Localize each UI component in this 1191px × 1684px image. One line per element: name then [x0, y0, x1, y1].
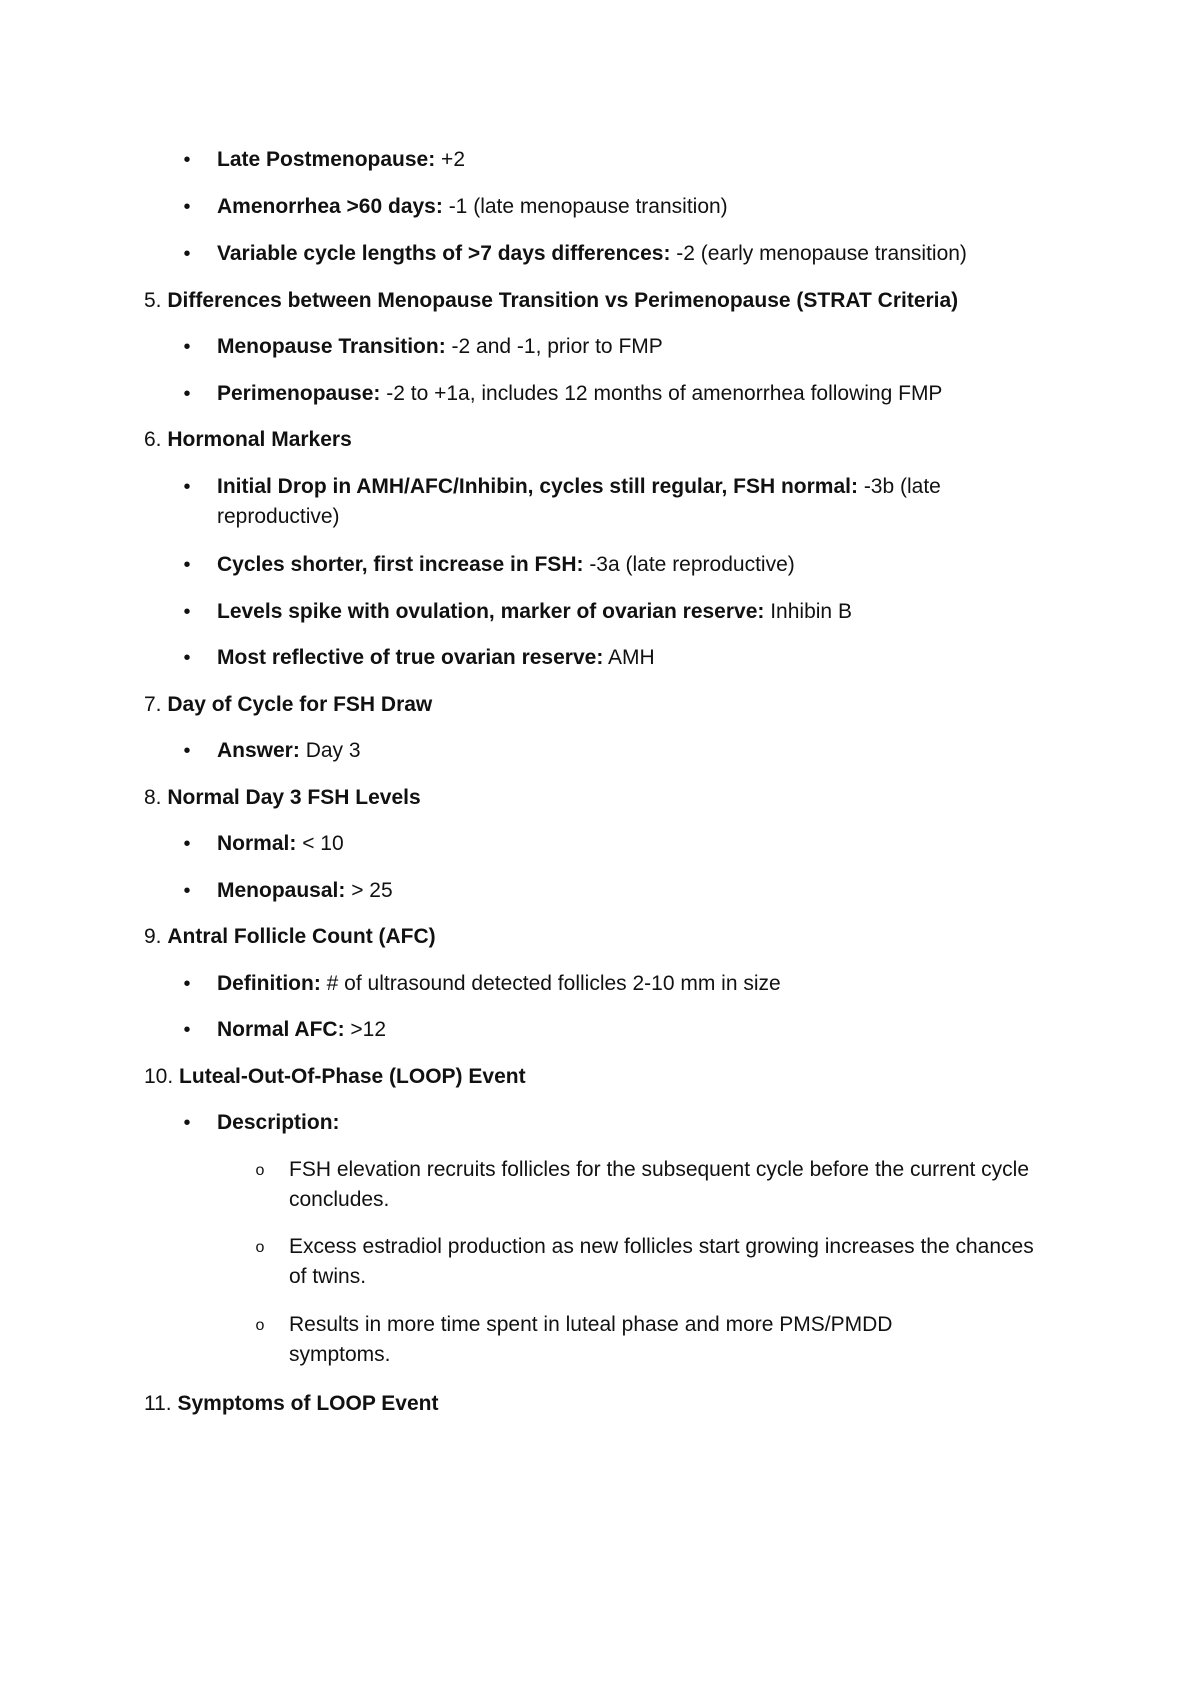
bullet-marker: •: [183, 601, 191, 623]
item-text: -3a (late reproductive): [583, 553, 795, 576]
section-number: 10.: [144, 1065, 174, 1088]
item-text: -2 to +1a, includes 12 months of amenorrhea following FMP: [380, 382, 943, 405]
list-item: [217, 969, 781, 999]
item-text: < 10: [296, 832, 344, 855]
sub-bullet-marker: o: [255, 1239, 265, 1256]
section-title: Hormonal Markers: [167, 428, 352, 451]
sub-bullet-marker: o: [255, 1317, 265, 1334]
bullet-marker: •: [183, 973, 191, 995]
list-item: [217, 332, 663, 362]
bullet-marker: •: [183, 1112, 191, 1134]
section-heading: [144, 1062, 526, 1092]
section-title: Day of Cycle for FSH Draw: [167, 693, 433, 716]
item-text: > 25: [345, 879, 393, 902]
list-item: [217, 1015, 386, 1045]
item-text: AMH: [603, 646, 655, 669]
item-label: Definition:: [217, 972, 321, 995]
list-item: [217, 145, 465, 175]
bullet-marker: •: [183, 647, 191, 669]
section-heading: [144, 690, 432, 720]
section-title: Symptoms of LOOP Event: [177, 1392, 439, 1415]
bullet-marker: •: [183, 476, 191, 498]
section-heading: [144, 783, 421, 813]
item-label: Amenorrhea >60 days:: [217, 195, 443, 218]
item-text: -2 and -1, prior to FMP: [445, 335, 663, 358]
item-label: Perimenopause:: [217, 382, 381, 405]
bullet-marker: •: [183, 243, 191, 265]
bullet-marker: •: [183, 1019, 191, 1041]
bullet-marker: •: [183, 383, 191, 405]
item-label: Menopausal:: [217, 879, 346, 902]
item-label: Levels spike with ovulation, marker of ovarian reserve:: [217, 600, 765, 623]
list-item: [217, 876, 393, 906]
section-number: 11.: [144, 1392, 172, 1415]
section-number: 8.: [144, 786, 162, 809]
section-heading: [144, 425, 352, 455]
section-heading: [144, 286, 958, 316]
item-text: -3b (late reproductive): [217, 475, 941, 528]
item-text: -1 (late menopause transition): [442, 195, 728, 218]
section-title: Antral Follicle Count (AFC): [167, 925, 436, 948]
sub-list-item: Results in more time spent in luteal phase and more PMS/PMDD symptoms.: [289, 1313, 893, 1366]
sub-list-item: FSH elevation recruits follicles for the subsequent cycle before the current cycle concludes.: [289, 1158, 1030, 1211]
section-title: Normal Day 3 FSH Levels: [167, 786, 421, 809]
section-title: Differences between Menopause Transition vs Perimenopause (STRAT Criteria): [167, 289, 959, 312]
item-label: Normal:: [217, 832, 297, 855]
item-label: Answer:: [217, 739, 300, 762]
item-text: # of ultrasound detected follicles 2-10 mm in size: [320, 972, 781, 995]
item-label: Late Postmenopause:: [217, 148, 436, 171]
list-item: [217, 1108, 340, 1138]
bullet-marker: •: [183, 196, 191, 218]
section-number: 9.: [144, 925, 162, 948]
sub-bullet-marker: o: [255, 1162, 265, 1179]
item-text: Day 3: [299, 739, 361, 762]
section-title: Luteal-Out-Of-Phase (LOOP) Event: [179, 1065, 526, 1088]
list-item: [217, 472, 1017, 532]
section-heading: [144, 922, 436, 952]
section-number: 5.: [144, 289, 162, 312]
list-item: [217, 643, 655, 673]
list-item: [217, 379, 942, 409]
sub-list-item: Excess estradiol production as new follicles start growing increases the chances of twins.: [289, 1235, 1034, 1288]
item-text: >12: [344, 1018, 387, 1041]
item-label: Variable cycle lengths of >7 days differences:: [217, 242, 671, 265]
item-label: Cycles shorter, first increase in FSH:: [217, 553, 584, 576]
list-item: [217, 597, 852, 627]
bullet-marker: •: [183, 833, 191, 855]
bullet-marker: •: [183, 336, 191, 358]
list-item: [217, 829, 344, 859]
bullet-marker: •: [183, 740, 191, 762]
list-item: [217, 736, 361, 766]
section-heading: [144, 1389, 438, 1419]
item-label: Description:: [217, 1111, 340, 1134]
bullet-marker: •: [183, 554, 191, 576]
item-text: Inhibin B: [764, 600, 852, 623]
section-number: 6.: [144, 428, 162, 451]
section-number: 7.: [144, 693, 162, 716]
item-label: Menopause Transition:: [217, 335, 446, 358]
item-label: Most reflective of true ovarian reserve:: [217, 646, 604, 669]
bullet-marker: •: [183, 880, 191, 902]
item-label: Initial Drop in AMH/AFC/Inhibin, cycles still regular, FSH normal:: [217, 475, 858, 498]
item-label: Normal AFC:: [217, 1018, 345, 1041]
list-item: [217, 239, 967, 269]
bullet-marker: •: [183, 149, 191, 171]
item-text: +2: [435, 148, 465, 171]
list-item: [217, 550, 795, 580]
item-text: -2 (early menopause transition): [670, 242, 967, 265]
list-item: [217, 192, 728, 222]
